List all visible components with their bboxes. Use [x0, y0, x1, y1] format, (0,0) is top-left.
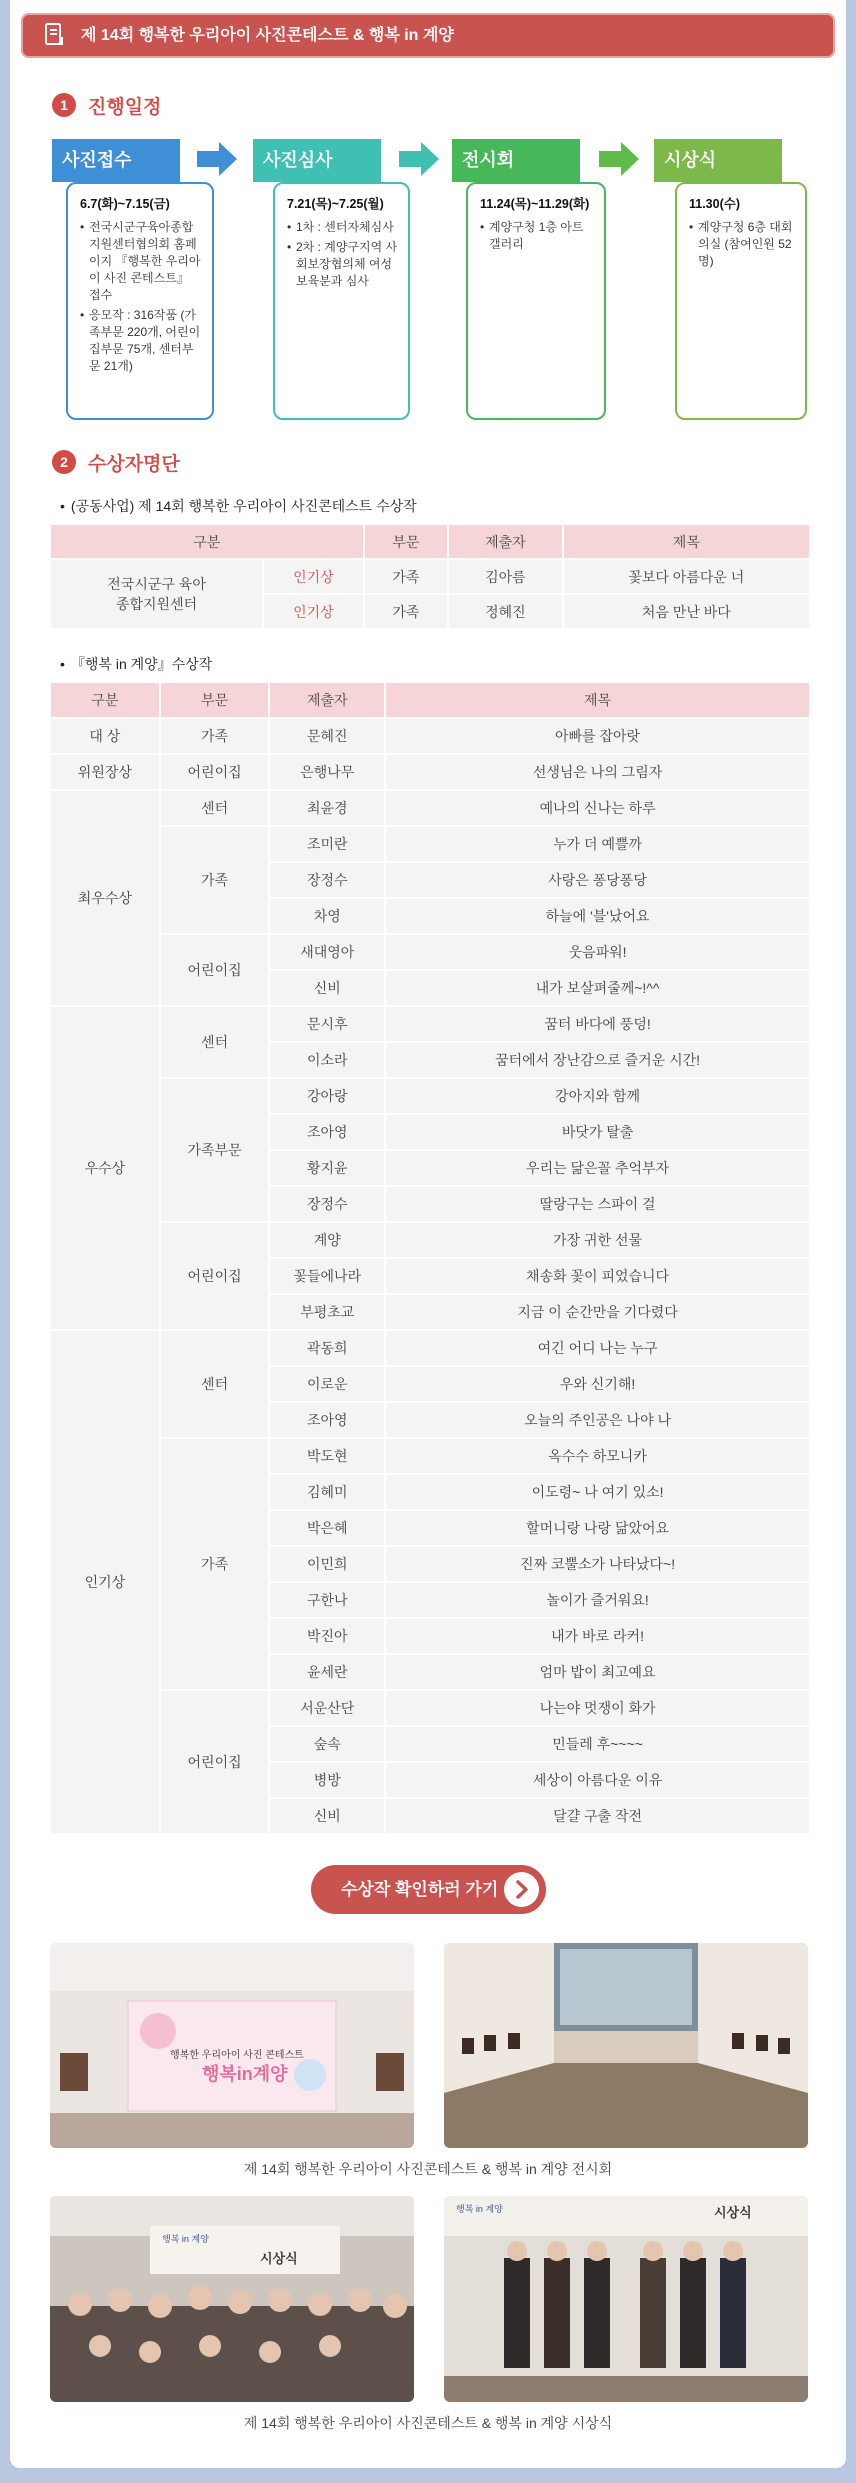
- category-cell: 어린이집: [161, 755, 269, 789]
- submitter-cell: 신비: [270, 1799, 384, 1833]
- table-row: [51, 1691, 809, 1725]
- submitter-cell: 문시후: [270, 1007, 384, 1041]
- submitter-cell: 정혜진: [449, 595, 562, 628]
- award-cell: 우수상: [51, 1007, 159, 1329]
- button-label: 수상작 확인하러 가기: [341, 1880, 499, 1899]
- joint-awards-table: [49, 523, 811, 630]
- category-cell: 센터: [161, 1331, 269, 1437]
- title-cell: 민들레 후~~~~: [386, 1727, 809, 1761]
- submitter-cell: 병방: [270, 1763, 384, 1797]
- submitter-cell: 조아영: [270, 1115, 384, 1149]
- title-cell: 처음 만난 바다: [564, 595, 809, 628]
- table-row: [51, 1331, 809, 1365]
- section-number: 1: [52, 93, 76, 117]
- submitter-cell: 곽동희: [270, 1331, 384, 1365]
- photo-caption-exhibition: 제 14회 행복한 우리아이 사진콘테스트 & 행복 in 계양 전시회: [243, 2161, 613, 2177]
- gyeyang-awards-table: [49, 681, 811, 1835]
- stage-item: • 1차 : 센터자체심사: [287, 219, 398, 236]
- section-title: 수상자명단: [88, 453, 180, 475]
- submitter-cell: 이로운: [270, 1367, 384, 1401]
- photo-caption-ceremony: 제 14회 행복한 우리아이 사진콘테스트 & 행복 in 계양 시상식: [243, 2415, 613, 2431]
- submitter-cell: 계양: [270, 1223, 384, 1257]
- title-cell: 가장 귀한 선물: [386, 1223, 809, 1257]
- stage-date: 11.30(수): [689, 197, 740, 211]
- title-cell: 누가 더 예쁠까: [386, 827, 809, 861]
- submitter-cell: 윤세란: [270, 1655, 384, 1689]
- stage-head-review: 사진심사: [253, 139, 381, 182]
- page-title: 제 14회 행복한 우리아이 사진콘테스트 & 행복 in 계양: [81, 27, 454, 44]
- submitter-cell: 부평초교: [270, 1295, 384, 1329]
- award-cell: 인기상: [51, 1331, 159, 1833]
- title-cell: 웃음파워!: [386, 935, 809, 969]
- award-cell: 위원장상: [51, 755, 159, 789]
- arrow-right-icon: [599, 142, 639, 176]
- column-header: 부문: [365, 525, 447, 558]
- submitter-cell: 김혜미: [270, 1475, 384, 1509]
- submitter-cell: 장정수: [270, 1187, 384, 1221]
- ceremony-photo-award: [444, 2196, 808, 2402]
- stage-head-receipt: 사진접수: [52, 139, 180, 182]
- table1-label: • (공동사업) 제 14회 행복한 우리아이 사진콘테스트 수상작: [60, 496, 417, 516]
- title-cell: 오늘의 주인공은 나야 나: [386, 1403, 809, 1437]
- column-header: 제출자: [449, 525, 562, 558]
- ceremony-photo-group: [50, 2196, 414, 2402]
- title-cell: 여긴 어디 나는 누구: [386, 1331, 809, 1365]
- ceremony-sign: 시상식: [260, 2251, 298, 2266]
- section-title: 진행일정: [88, 96, 162, 118]
- category-cell: 어린이집: [161, 1223, 269, 1329]
- submitter-cell: 이민희: [270, 1547, 384, 1581]
- award-cell: 대 상: [51, 719, 159, 753]
- title-cell: 이도령~ 나 여기 있소!: [386, 1475, 809, 1509]
- submitter-cell: 은행나무: [270, 755, 384, 789]
- stage-date: 7.21(목)~7.25(월): [287, 197, 384, 211]
- submitter-cell: 서운산단: [270, 1691, 384, 1725]
- sign-left-text: 행복 in 계양: [162, 2234, 209, 2244]
- stage-item: • 2차 : 계양구지역 사회보장협의체 여성보육분과 심사: [287, 239, 398, 290]
- title-cell: 달걀 구출 작전: [386, 1799, 809, 1833]
- submitter-cell: 장정수: [270, 863, 384, 897]
- column-header: 제목: [386, 683, 809, 717]
- award-cell: 인기상: [264, 595, 363, 628]
- category-cell: 센터: [161, 1007, 269, 1077]
- title-cell: 딸랑구는 스파이 걸: [386, 1187, 809, 1221]
- title-cell: 꽃보다 아름다운 너: [564, 560, 809, 593]
- title-cell: 옥수수 하모니카: [386, 1439, 809, 1473]
- submitter-cell: 이소라: [270, 1043, 384, 1077]
- table2-label: • 『행복 in 계양』수상작: [60, 654, 212, 674]
- stage-box-receipt: [66, 182, 214, 420]
- title-cell: 꿈터 바다에 풍덩!: [386, 1007, 809, 1041]
- title-cell: 세상이 아름다운 이유: [386, 1763, 809, 1797]
- stage-box-review: [273, 182, 410, 420]
- table-row: [51, 719, 809, 753]
- submitter-cell: 차영: [270, 899, 384, 933]
- submitter-cell: 조아영: [270, 1403, 384, 1437]
- column-header: 구분: [51, 525, 363, 558]
- table-row: [51, 827, 809, 861]
- ceremony-sign: 시상식: [714, 2205, 752, 2220]
- submitter-cell: 문혜진: [270, 719, 384, 753]
- exhibition-photo-banner: [50, 1943, 414, 2148]
- button-circle: [504, 1872, 539, 1907]
- section-number: 2: [52, 450, 76, 474]
- chevron-right-icon: [504, 1872, 539, 1907]
- table-row: [51, 935, 809, 969]
- award-cell: 인기상: [264, 560, 363, 593]
- title-cell: 꿈터에서 장난감으로 즐거운 시간!: [386, 1043, 809, 1077]
- stage-box-ceremony: [675, 182, 807, 420]
- column-header: 구분: [51, 683, 159, 717]
- stage-date: 6.7(화)~7.15(금): [80, 197, 170, 211]
- category-cell: 가족: [365, 560, 447, 593]
- table-row: [51, 1439, 809, 1473]
- title-cell: 하늘에 '블'났어요: [386, 899, 809, 933]
- category-cell: 가족: [161, 827, 269, 933]
- title-cell: 바닷가 탈출: [386, 1115, 809, 1149]
- title-cell: 지금 이 순간만을 기다렸다: [386, 1295, 809, 1329]
- sign-left-text: 행복 in 계양: [456, 2204, 503, 2214]
- title-cell: 진짜 코뿔소가 나타났다~!: [386, 1547, 809, 1581]
- arrow-right-icon: [399, 142, 439, 176]
- title-cell: 놀이가 즐거워요!: [386, 1583, 809, 1617]
- category-cell: 어린이집: [161, 1691, 269, 1833]
- category-cell: 가족: [161, 719, 269, 753]
- table-row: [51, 1223, 809, 1257]
- category-cell: 어린이집: [161, 935, 269, 1005]
- title-cell: 할머니랑 나랑 닮았어요: [386, 1511, 809, 1545]
- title-cell: 우리는 닮은꼴 추억부자: [386, 1151, 809, 1185]
- submitter-cell: 신비: [270, 971, 384, 1005]
- table-row: [51, 1007, 809, 1041]
- schedule-heading: [52, 92, 161, 118]
- stage-item: • 전국시군구육아종합지원센터협의회 홈페이지 『행복한 우리아이 사진 콘테스트』 접수: [80, 219, 202, 304]
- view-winners-button[interactable]: [311, 1865, 546, 1914]
- title-cell: 엄마 밥이 최고예요: [386, 1655, 809, 1689]
- submitter-cell: 구한나: [270, 1583, 384, 1617]
- arrow-right-icon: [197, 142, 237, 176]
- title-cell: 내가 보살펴줄께~!^^: [386, 971, 809, 1005]
- banner-subtitle: 행복한 우리아이 사진 콘테스트: [170, 2050, 304, 2061]
- column-header: 부문: [161, 683, 269, 717]
- banner-title: 행복in계양: [202, 2064, 288, 2084]
- column-header: 제목: [564, 525, 809, 558]
- stage-head-ceremony: 시상식: [654, 139, 782, 182]
- title-cell: 아빠를 잡아랏: [386, 719, 809, 753]
- title-cell: 강아지와 함께: [386, 1079, 809, 1113]
- stage-head-exhibition: 전시회: [452, 139, 580, 182]
- table-row: [51, 791, 809, 825]
- stage-item: • 계양구청 1층 아트갤러리: [480, 219, 594, 253]
- category-cell: 가족부문: [161, 1079, 269, 1221]
- winners-heading: [52, 449, 180, 475]
- submitter-cell: 새대영아: [270, 935, 384, 969]
- title-cell: 사랑은 퐁당퐁당: [386, 863, 809, 897]
- stage-item: • 계양구청 6층 대회의실 (참여인원 52명): [689, 219, 795, 270]
- table-row: [51, 755, 809, 789]
- book-icon: [45, 23, 63, 45]
- award-cell: 최우수상: [51, 791, 159, 1005]
- title-cell: 내가 바로 라커!: [386, 1619, 809, 1653]
- submitter-cell: 최윤경: [270, 791, 384, 825]
- submitter-cell: 조미란: [270, 827, 384, 861]
- title-cell: 선생님은 나의 그림자: [386, 755, 809, 789]
- submitter-cell: 김아름: [449, 560, 562, 593]
- submitter-cell: 박은혜: [270, 1511, 384, 1545]
- submitter-cell: 박진아: [270, 1619, 384, 1653]
- submitter-cell: 숲속: [270, 1727, 384, 1761]
- exhibition-photo-gallery: [444, 1943, 808, 2148]
- table-row: [51, 1079, 809, 1113]
- stage-box-exhibition: [466, 182, 606, 420]
- category-cell: 가족: [365, 595, 447, 628]
- submitter-cell: 박도현: [270, 1439, 384, 1473]
- title-cell: 채송화 꽃이 피었습니다: [386, 1259, 809, 1293]
- submitter-cell: 강아랑: [270, 1079, 384, 1113]
- stage-date: 11.24(목)~11.29(화): [480, 197, 590, 211]
- category-cell: 가족: [161, 1439, 269, 1689]
- title-cell: 우와 신기해!: [386, 1367, 809, 1401]
- title-cell: 나는야 멋쟁이 화가: [386, 1691, 809, 1725]
- org-cell: 전국시군구 육아종합지원센터: [51, 560, 262, 628]
- title-cell: 예나의 신나는 하루: [386, 791, 809, 825]
- category-cell: 센터: [161, 791, 269, 825]
- stage-item: • 응모작 : 316작품 (가족부문 220개, 어린이집부문 75개, 센터부문 21개): [80, 307, 202, 375]
- submitter-cell: 꽃들에나라: [270, 1259, 384, 1293]
- submitter-cell: 황지윤: [270, 1151, 384, 1185]
- column-header: 제출자: [270, 683, 384, 717]
- page-header: [21, 13, 835, 58]
